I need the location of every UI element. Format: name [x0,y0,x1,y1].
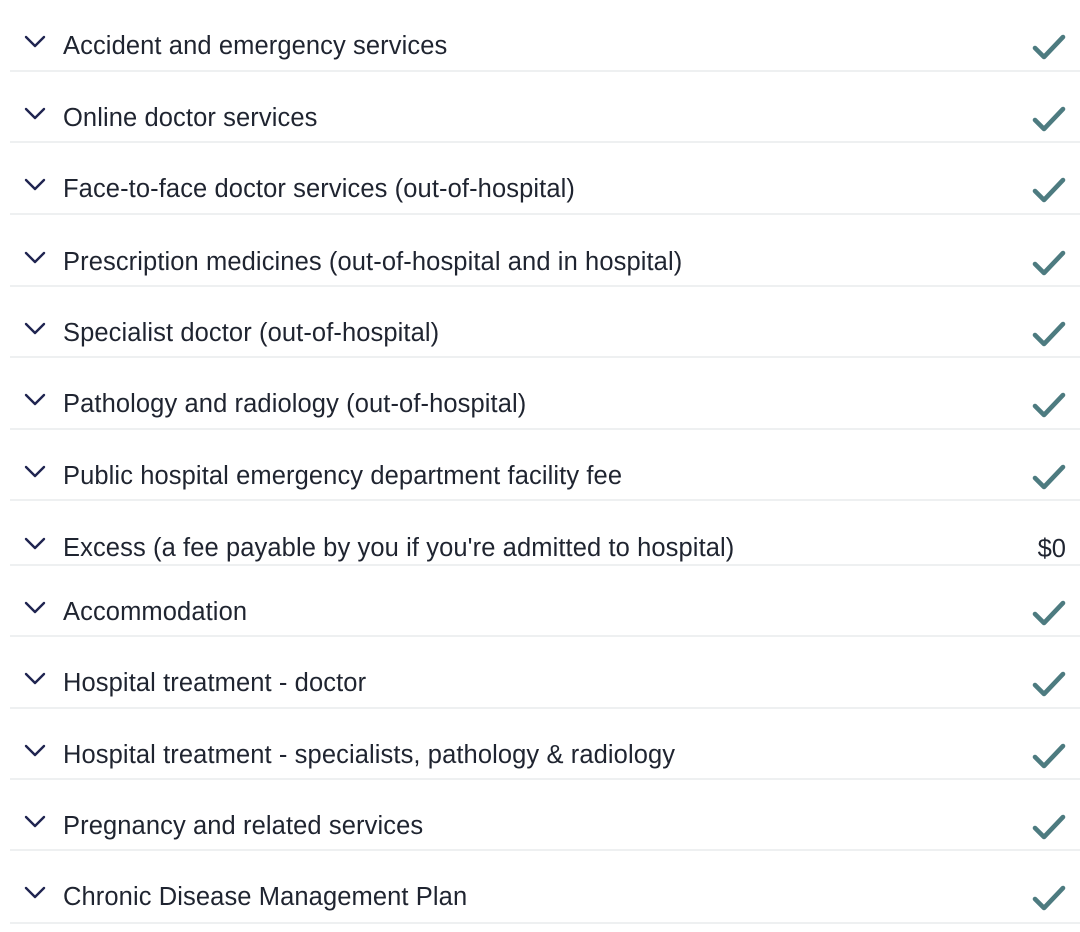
chevron-down-icon[interactable] [24,537,46,551]
benefit-row-specialist-doctor[interactable] [10,287,1080,358]
chevron-down-icon[interactable] [24,393,46,407]
benefit-label: Pregnancy and related services [63,812,424,840]
chevron-down-icon[interactable] [24,107,46,121]
checkmark-icon [1032,320,1066,348]
checkmark-icon [1032,813,1066,841]
benefit-row-hospital-specialists[interactable] [10,709,1080,780]
benefit-label: Face-to-face doctor services (out-of-hospital) [63,175,575,203]
benefit-label: Hospital treatment - doctor [63,669,367,697]
chevron-down-icon[interactable] [24,465,46,479]
checkmark-icon [1032,884,1066,912]
benefit-row-online-doctor[interactable] [10,72,1080,143]
checkmark-icon [1032,105,1066,133]
benefit-label: Public hospital emergency department facility fee [63,462,623,490]
checkmark-icon [1032,33,1066,61]
benefit-row-pathology-radiology[interactable] [10,358,1080,430]
checkmark-icon [1032,463,1066,491]
chevron-down-icon[interactable] [24,744,46,758]
chevron-down-icon[interactable] [24,35,46,49]
benefit-label: Accident and emergency services [63,32,448,60]
benefit-label: Hospital treatment - specialists, pathology & radiology [63,741,676,769]
benefit-label: Pathology and radiology (out-of-hospital) [63,390,527,418]
benefit-label: Chronic Disease Management Plan [63,883,468,911]
checkmark-icon [1032,670,1066,698]
checkmark-icon [1032,391,1066,419]
chevron-down-icon[interactable] [24,815,46,829]
benefit-label: Accommodation [63,598,248,626]
chevron-down-icon[interactable] [24,322,46,336]
benefit-label: Online doctor services [63,104,318,132]
checkmark-icon [1032,599,1066,627]
benefit-row-accident-emergency[interactable] [10,0,1080,72]
benefit-row-excess[interactable] [10,501,1080,566]
benefit-row-prescription-medicines[interactable] [10,215,1080,287]
benefit-row-pregnancy[interactable] [10,780,1080,851]
benefit-label: Prescription medicines (out-of-hospital and in hospital) [63,248,683,276]
checkmark-icon [1032,176,1066,204]
excess-value: $0 [1037,534,1066,563]
chevron-down-icon[interactable] [24,178,46,192]
benefit-row-hospital-doctor[interactable] [10,637,1080,709]
chevron-down-icon[interactable] [24,886,46,900]
benefit-row-chronic-disease[interactable] [10,851,1080,924]
benefit-label: Specialist doctor (out-of-hospital) [63,319,440,347]
checkmark-icon [1032,742,1066,770]
checkmark-icon [1032,249,1066,277]
chevron-down-icon[interactable] [24,672,46,686]
chevron-down-icon[interactable] [24,251,46,265]
benefit-row-face-to-face-doctor[interactable] [10,143,1080,215]
benefit-label: Excess (a fee payable by you if you're admitted to hospital) [63,534,735,562]
benefit-row-emergency-facility-fee[interactable] [10,430,1080,501]
chevron-down-icon[interactable] [24,601,46,615]
excess-amount [1032,535,1066,563]
benefit-row-accommodation[interactable] [10,566,1080,637]
